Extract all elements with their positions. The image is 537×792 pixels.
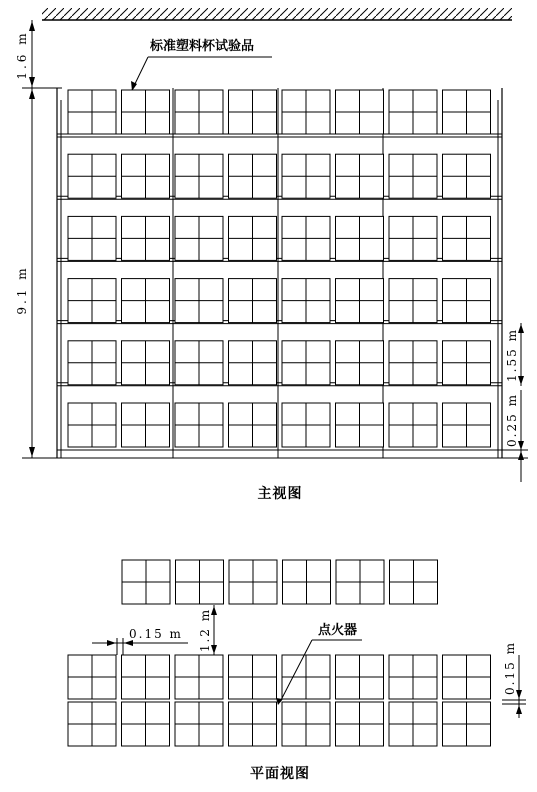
carton: [389, 403, 437, 447]
carton: [443, 154, 491, 198]
carton: [336, 341, 384, 385]
dim-aisle-text: 1.2 m: [198, 607, 212, 653]
label-ignition: 点火器: [318, 623, 358, 638]
carton: [389, 655, 437, 699]
front-view-title: 主视图: [257, 486, 303, 502]
carton: [336, 560, 384, 604]
carton: [68, 154, 116, 198]
carton: [122, 341, 170, 385]
plan-view-title: 平面视图: [250, 766, 310, 782]
carton: [175, 702, 223, 746]
carton: [389, 216, 437, 260]
ceiling-hatch: [42, 8, 512, 20]
carton: [282, 702, 330, 746]
carton: [443, 655, 491, 699]
carton: [443, 341, 491, 385]
plan-top-row: [122, 560, 438, 604]
carton: [283, 560, 331, 604]
carton: [389, 154, 437, 198]
carton: [68, 655, 116, 699]
carton: [122, 403, 170, 447]
carton: [68, 279, 116, 323]
carton: [68, 90, 116, 134]
carton: [282, 90, 330, 134]
carton: [336, 90, 384, 134]
dim-ceiling-text: 1.6 m: [15, 30, 29, 80]
carton: [282, 279, 330, 323]
front-view: [15, 8, 528, 502]
carton: [443, 279, 491, 323]
carton: [229, 90, 277, 134]
dim-flue-long-arrow-left: [107, 640, 116, 646]
carton: [389, 90, 437, 134]
carton: [443, 403, 491, 447]
carton: [122, 560, 170, 604]
carton: [282, 341, 330, 385]
dim-clearance-arrow-up: [518, 451, 524, 460]
carton: [175, 216, 223, 260]
carton: [229, 702, 277, 746]
dim-clearance-text: 0.25 m: [505, 393, 519, 447]
carton: [229, 279, 277, 323]
carton: [229, 403, 277, 447]
carton: [68, 216, 116, 260]
carton: [443, 90, 491, 134]
carton: [336, 702, 384, 746]
carton: [122, 279, 170, 323]
carton: [229, 560, 277, 604]
carton: [282, 154, 330, 198]
carton: [175, 403, 223, 447]
carton: [122, 90, 170, 134]
carton: [122, 216, 170, 260]
dim-flue-trans-arrow-up: [516, 705, 522, 714]
carton: [389, 279, 437, 323]
carton: [336, 655, 384, 699]
rack: [57, 88, 502, 458]
carton: [443, 216, 491, 260]
carton: [175, 154, 223, 198]
label-specimen: 标准塑料杯试验品: [150, 39, 255, 54]
plan-view: [68, 560, 526, 782]
carton: [389, 702, 437, 746]
carton: [68, 702, 116, 746]
dim-tier-text: 1.55 m: [505, 328, 519, 382]
carton: [336, 279, 384, 323]
carton: [282, 655, 330, 699]
carton: [390, 560, 438, 604]
dim-flue-trans-text: 0.15 m: [503, 641, 517, 695]
carton: [389, 341, 437, 385]
carton: [175, 279, 223, 323]
carton: [122, 702, 170, 746]
dim-flue-long-text: 0.15 m: [129, 627, 183, 641]
carton: [175, 655, 223, 699]
dim-rack-arrow-bottom: [29, 447, 35, 457]
carton: [443, 702, 491, 746]
carton: [336, 216, 384, 260]
carton: [336, 403, 384, 447]
carton: [229, 341, 277, 385]
carton: [122, 154, 170, 198]
carton: [175, 341, 223, 385]
carton: [282, 216, 330, 260]
carton: [175, 90, 223, 134]
dim-ceiling-arrow-top: [29, 21, 35, 31]
dim-ceiling-arrow-bottom: [29, 77, 35, 87]
carton: [68, 403, 116, 447]
carton: [176, 560, 224, 604]
carton: [282, 403, 330, 447]
carton: [336, 154, 384, 198]
carton: [229, 216, 277, 260]
dim-rack-arrow-top: [29, 89, 35, 99]
carton: [229, 655, 277, 699]
carton: [122, 655, 170, 699]
carton: [68, 341, 116, 385]
carton: [229, 154, 277, 198]
dim-rack-text: 9.1 m: [15, 265, 29, 315]
